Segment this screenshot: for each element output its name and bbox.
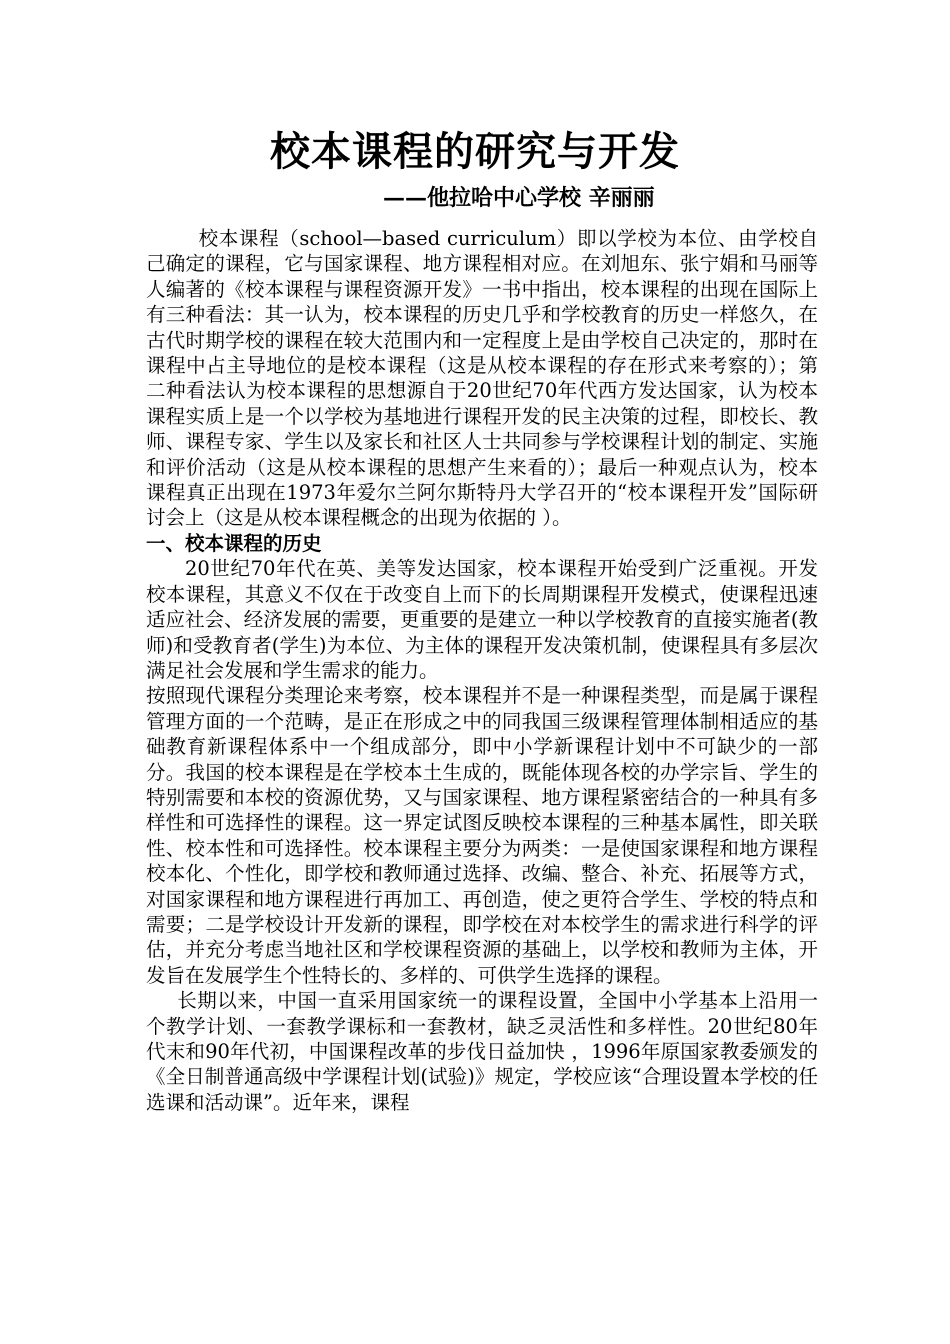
document-title: 校本课程的研究与开发: [270, 128, 680, 175]
section1-paragraph-2: 按照现代课程分类理论来考察，校本课程并不是一种课程类型，而是属于课程管理方面的一个范畴，是正在形成之中的同我国三级课程管理体制相适应的基础教育新课程体系中一个组成部分，即中小学新课程计划中不可缺少的一部分。我国的校本课程是在学校本土生成的，既能体现各校的办学宗旨、学生的特别需要和本校的资源优势，又与国家课程、地方课程紧密结合的一种具有多样性和可选择性的课程。这一界定试图反映校本课程的三种基本属性，即关联性、校本性和可选择性。校本课程主要分为两类：一是使国家课程和地方课程校本化、个性化，即学校和教师通过选择、改编、整合、补充、拓展等方式，对国家课程和地方课程进行再加工、再创造，使之更符合学生、学校的特点和需要；二是学校设计开发新的课程，即学校在对本校学生的需求进行科学的评估，并充分考虑当地社区和学校课程资源的基础上，以学校和教师为主体，开发旨在发展学生个性特长的、多样的、可供学生选择的课程。: [146, 684, 818, 987]
section-heading-history: 一、校本课程的历史: [146, 531, 322, 555]
document-body: [146, 226, 818, 1115]
document-subtitle-author: ——他拉哈中心学校 辛丽丽: [383, 185, 655, 211]
intro-paragraph: 校本课程（school—based curriculum）即以学校为本位、由学校自己确定的课程，它与国家课程、地方课程相对应。在刘旭东、张宁娟和马丽等人编著的《校本课程与课程资源开发》一书中指出，校本课程的出现在国际上有三种看法：其一认为，校本课程的历史几乎和学校教育的历史一样悠久，在古代时期学校的课程在较大范围内和一定程度上是由学校自己决定的，那时在课程中占主导地位的是校本课程（这是从校本课程的存在形式来考察的）；第二种看法认为校本课程的思想源自于20世纪70年代西方发达国家，认为校本课程实质上是一个以学校为基地进行课程开发的民主决策的过程，即校长、教师、课程专家、学生以及家长和社区人士共同参与学校课程计划的制定、实施和评价活动（这是从校本课程的思想产生来看的）；最后一种观点认为，校本课程真正出现在1973年爱尔兰阿尔斯特丹大学召开的“校本课程开发”国际研讨会上（这是从校本课程概念的出现为依据的 ）。: [146, 227, 818, 530]
section1-paragraph-1: 20世纪70年代在英、美等发达国家，校本课程开始受到广泛重视。开发校本课程，其意义不仅在于改变自上而下的长周期课程开发模式，使课程迅速适应社会、经济发展的需要，更重要的是建立一种以学校教育的直接实施者(教师)和受教育者(学生)为本位、为主体的课程开发决策机制，使课程具有多层次满足社会发展和学生需求的能力。: [146, 557, 818, 682]
section1-paragraph-3: 长期以来，中国一直采用国家统一的课程设置，全国中小学基本上沿用一个教学计划、一套教学课标和一套教材，缺乏灵活性和多样性。20世纪80年代末和90年代初，中国课程改革的步伐日益加快 ，1996年原国家教委颁发的《全日制普通高级中学课程计划(试验)》规定，学校应该“合理设置本学校的任选课和活动课”。近年来，课程: [146, 989, 818, 1114]
